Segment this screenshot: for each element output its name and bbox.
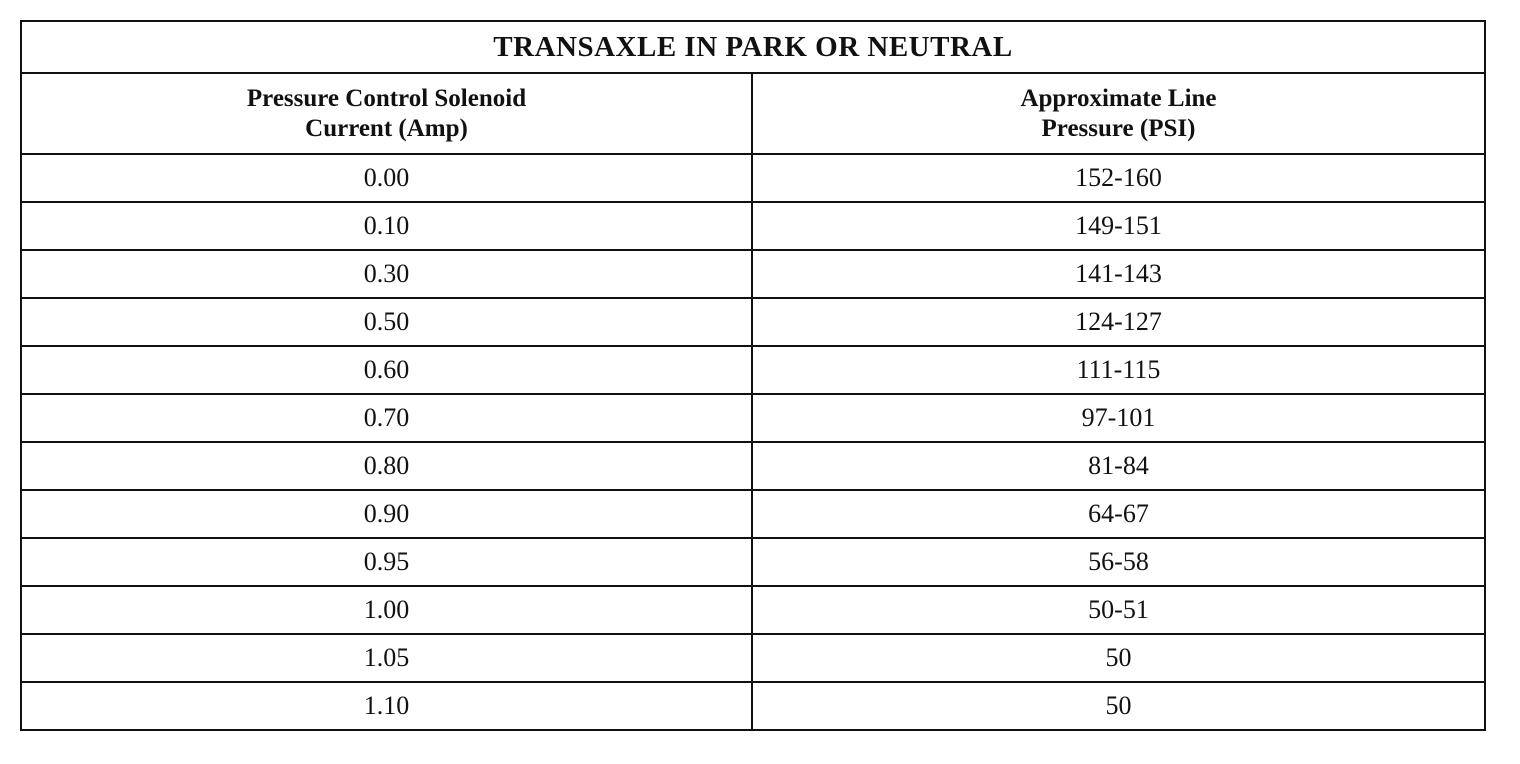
table-row — [21, 154, 1485, 202]
current-cell: 1.05 — [21, 634, 752, 682]
pressure-cell: 149-151 — [752, 202, 1485, 250]
current-cell: 0.95 — [21, 538, 752, 586]
table-row — [21, 298, 1485, 346]
column-header-current-line1: Pressure Control Solenoid — [246, 84, 527, 112]
pressure-cell: 50 — [752, 682, 1485, 730]
pressure-cell: 64-67 — [752, 490, 1485, 538]
column-header-current — [21, 73, 752, 154]
table-row — [21, 394, 1485, 442]
current-cell: 0.70 — [21, 394, 752, 442]
table-row — [21, 682, 1485, 730]
pressure-cell: 81-84 — [752, 442, 1485, 490]
line-pressure-table — [20, 20, 1486, 731]
table-body — [21, 154, 1485, 730]
current-cell: 0.50 — [21, 298, 752, 346]
pressure-cell: 111-115 — [752, 346, 1485, 394]
pressure-cell: 50-51 — [752, 586, 1485, 634]
current-cell: 0.00 — [21, 154, 752, 202]
table-row — [21, 202, 1485, 250]
current-cell: 0.80 — [21, 442, 752, 490]
column-header-pressure-line1: Approximate Line — [1020, 84, 1217, 112]
table-row — [21, 538, 1485, 586]
pressure-cell: 141-143 — [752, 250, 1485, 298]
pressure-cell: 124-127 — [752, 298, 1485, 346]
pressure-cell: 97-101 — [752, 394, 1485, 442]
current-cell: 0.10 — [21, 202, 752, 250]
current-cell: 0.90 — [21, 490, 752, 538]
pressure-cell: 152-160 — [752, 154, 1485, 202]
table-row — [21, 442, 1485, 490]
current-cell: 1.00 — [21, 586, 752, 634]
line-pressure-table-container — [20, 20, 1484, 731]
pressure-cell: 50 — [752, 634, 1485, 682]
current-cell: 0.60 — [21, 346, 752, 394]
column-header-pressure — [752, 73, 1485, 154]
column-header-pressure-line2: Pressure (PSI) — [1041, 114, 1196, 142]
column-header-row — [21, 73, 1485, 154]
table-row — [21, 346, 1485, 394]
table-row — [21, 490, 1485, 538]
pressure-cell: 56-58 — [752, 538, 1485, 586]
table-title: TRANSAXLE IN PARK OR NEUTRAL — [21, 21, 1485, 73]
table-row — [21, 586, 1485, 634]
column-header-current-line2: Current (Amp) — [305, 114, 468, 142]
table-row — [21, 634, 1485, 682]
current-cell: 0.30 — [21, 250, 752, 298]
table-row — [21, 250, 1485, 298]
current-cell: 1.10 — [21, 682, 752, 730]
table-title-row — [21, 21, 1485, 73]
